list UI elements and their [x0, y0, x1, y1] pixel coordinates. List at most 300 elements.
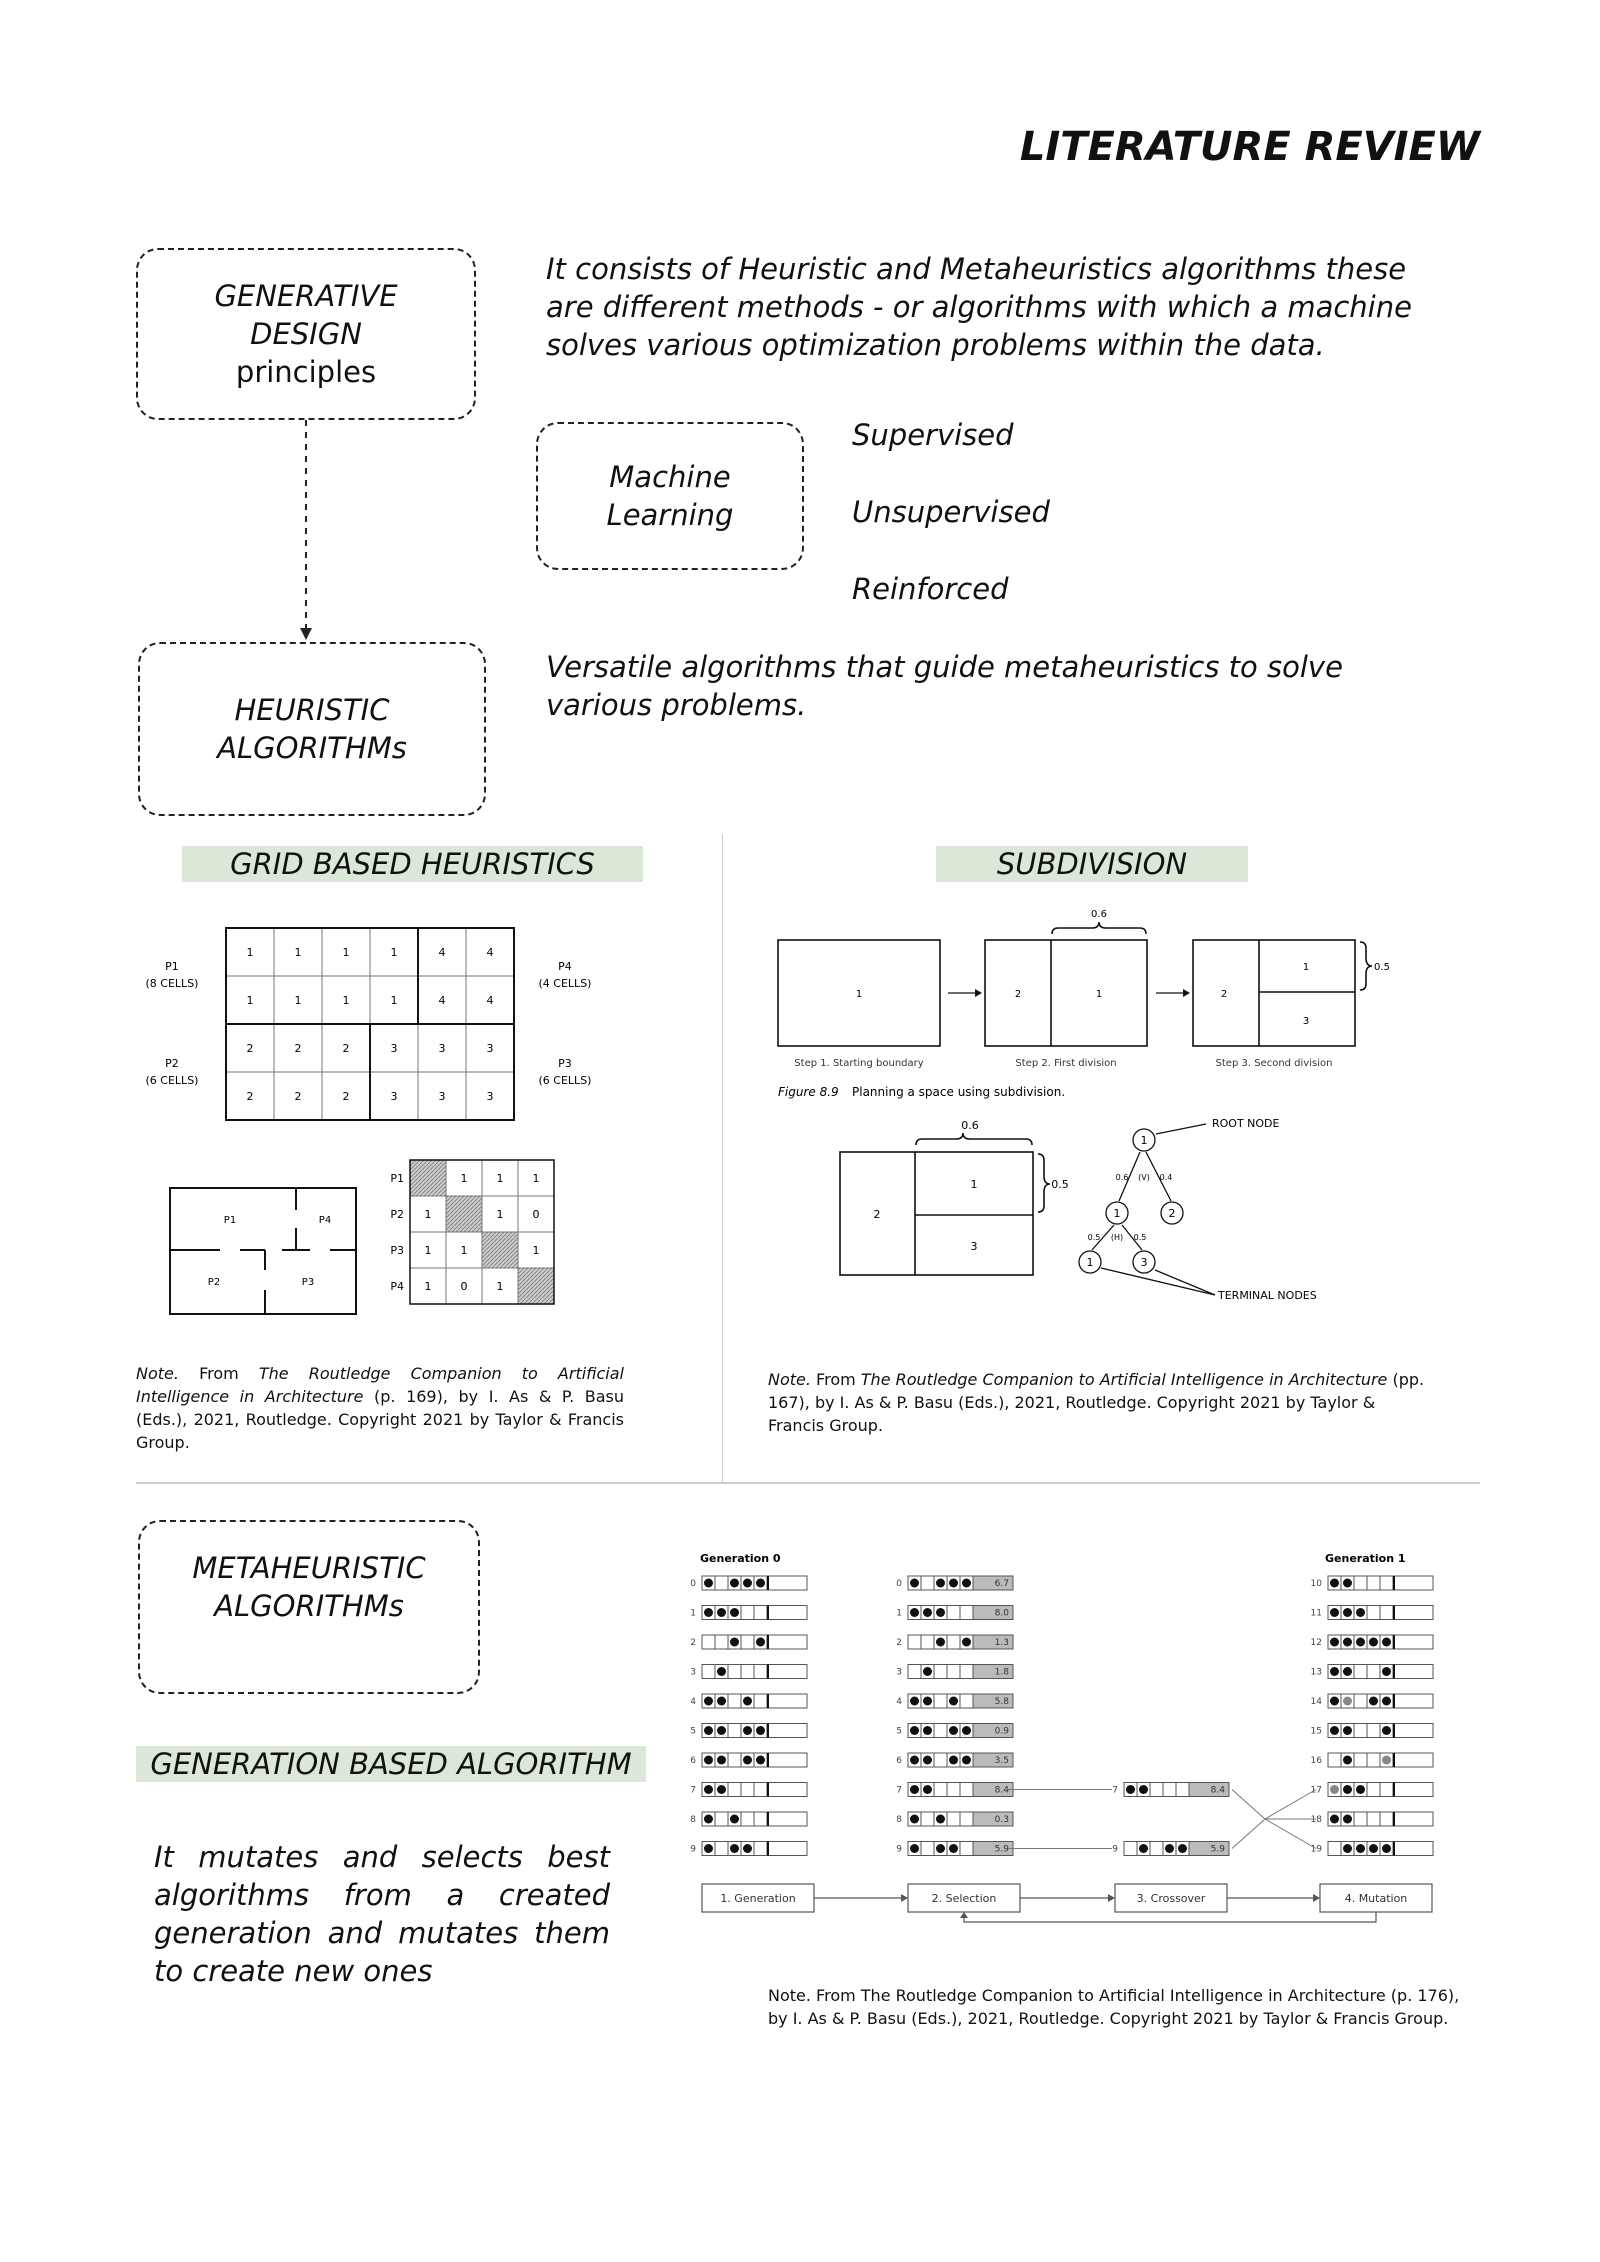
gene-dot	[923, 1785, 932, 1794]
gene-dot	[704, 1756, 713, 1765]
gene-dot	[962, 1638, 971, 1647]
subdivision-note	[768, 1368, 1428, 1437]
step2-caption: Step 2. First division	[1015, 1058, 1117, 1069]
gene-cell	[960, 1812, 973, 1826]
gene-dot	[910, 1608, 919, 1617]
step1-cell: 1	[855, 989, 863, 1000]
gene-dot	[910, 1579, 919, 1588]
gene-dot	[1382, 1726, 1391, 1735]
gene-cell	[741, 1783, 754, 1797]
gene-dot	[923, 1726, 932, 1735]
gene-cell	[1367, 1576, 1380, 1590]
gene-dot	[936, 1579, 945, 1588]
grid-heuristics-figure	[130, 910, 650, 1330]
gene-dot	[1369, 1638, 1378, 1647]
gene-dot	[1382, 1638, 1391, 1647]
chromosome-row	[690, 1635, 807, 1649]
metaheuristic-algorithms-box	[138, 1520, 480, 1694]
gene-cell	[728, 1783, 741, 1797]
gene-dot	[704, 1785, 713, 1794]
tree-node-leaf3: 3	[1140, 1256, 1148, 1269]
chromosome-row	[1311, 1665, 1433, 1679]
metaheuristic-line2: ALGORITHMs	[214, 1589, 404, 1623]
individual-id: 6	[896, 1756, 902, 1766]
tree-node-leaf1: 1	[1086, 1256, 1094, 1269]
chromosome-row	[690, 1812, 807, 1826]
fitness-score: 5.9	[994, 1844, 1009, 1855]
cell-grid	[226, 928, 514, 1120]
fitness-cell	[1393, 1842, 1433, 1856]
individual-id: 0	[690, 1579, 696, 1589]
gene-dot	[936, 1844, 945, 1853]
gene-dot	[923, 1608, 932, 1617]
fitness-cell	[767, 1606, 807, 1620]
gene-dot	[1165, 1844, 1174, 1853]
process-flow	[702, 1884, 1432, 1922]
gene-dot	[936, 1608, 945, 1617]
individual-id: 2	[896, 1638, 902, 1648]
gene-dot	[704, 1579, 713, 1588]
grid-cell-value: 4	[438, 994, 446, 1007]
individual-id: 1	[690, 1608, 696, 1619]
matrix-row-label: P4	[390, 1280, 404, 1293]
gene-dot	[743, 1726, 752, 1735]
matrix-diagonal-cell	[446, 1196, 482, 1232]
gene-dot	[1356, 1785, 1365, 1794]
edge-label-4: 0.5	[1087, 1233, 1101, 1242]
gene-cell	[754, 1783, 767, 1797]
chromosome-row	[690, 1753, 807, 1767]
grid-cell-value: 4	[486, 994, 494, 1007]
chromosome-row	[896, 1724, 1013, 1738]
individual-id: 7	[690, 1785, 696, 1796]
gene-cell	[947, 1812, 960, 1826]
grid-cell-value: 3	[486, 1042, 494, 1055]
fitness-cell	[767, 1665, 807, 1679]
gene-cell	[1354, 1665, 1367, 1679]
chromosome-row	[1311, 1576, 1433, 1590]
gene-dot	[730, 1579, 739, 1588]
individual-id: 4	[690, 1697, 696, 1707]
matrix-value: 1	[496, 1280, 504, 1293]
label-p4: P4	[558, 960, 572, 973]
ml-type-unsupervised: Unsupervised	[852, 495, 1050, 529]
generative-line1: GENERATIVE	[214, 279, 398, 313]
chromosome-row	[896, 1576, 1013, 1590]
grid-cell-value: 1	[390, 946, 398, 959]
fitness-cell	[1393, 1812, 1433, 1826]
plan2-cell-left: 2	[873, 1208, 881, 1221]
gene-cell	[947, 1606, 960, 1620]
gene-dot	[730, 1844, 739, 1853]
gene-dot	[1343, 1756, 1352, 1765]
gene-cell	[1367, 1606, 1380, 1620]
gene-dot	[743, 1756, 752, 1765]
heuristic-line1: HEURISTIC	[234, 693, 390, 727]
gene-cell	[1354, 1753, 1367, 1767]
gene-cell	[960, 1783, 973, 1797]
gene-cell	[960, 1606, 973, 1620]
individual-id: 10	[1310, 1579, 1322, 1589]
chromosome-row	[1311, 1812, 1433, 1826]
gene-dot	[1330, 1608, 1339, 1617]
chromosome-row	[896, 1753, 1013, 1767]
heuristic-algorithms-box	[138, 642, 486, 816]
machine-learning-box	[536, 422, 804, 570]
plan-room-p4: P4	[318, 1215, 332, 1226]
gene-cell	[1354, 1812, 1367, 1826]
chromosome-row	[690, 1576, 807, 1590]
fitness-cell	[767, 1753, 807, 1767]
gene-cell	[1367, 1783, 1380, 1797]
fitness-cell	[1393, 1753, 1433, 1767]
subdivision-dimension-side: 0.5	[1374, 962, 1390, 973]
gene-dot	[717, 1697, 726, 1706]
step1-caption: Step 1. Starting boundary	[794, 1058, 924, 1069]
individual-id: 5	[690, 1726, 696, 1737]
gene-dot	[949, 1844, 958, 1853]
grid-cell-value: 2	[246, 1090, 254, 1103]
gene-dot	[717, 1667, 726, 1676]
individual-id: 2	[690, 1638, 696, 1648]
step2-cell-left: 2	[1014, 989, 1022, 1000]
tree-node-right: 2	[1168, 1207, 1176, 1220]
gene-dot	[1369, 1844, 1378, 1853]
gene-cell	[715, 1635, 728, 1649]
gene-dot	[743, 1844, 752, 1853]
grid-cell-value: 2	[342, 1090, 350, 1103]
figure-label: Figure 8.9	[778, 1085, 839, 1099]
chromosome-row	[1112, 1783, 1229, 1797]
grid-left-labels	[146, 960, 199, 1087]
ml-line1: Machine	[609, 460, 731, 494]
plan2-dimension-top: 0.6	[961, 1119, 979, 1132]
generative-design-box	[136, 248, 476, 420]
gene-dot	[1330, 1579, 1339, 1588]
individual-id: 7	[1112, 1785, 1118, 1796]
fitness-score: 0.3	[994, 1815, 1009, 1825]
gene-cell	[947, 1783, 960, 1797]
grid-cell-value: 4	[438, 946, 446, 959]
gene-cell	[1380, 1606, 1393, 1620]
chromosome-row	[1311, 1783, 1433, 1797]
gene-dot	[704, 1697, 713, 1706]
chromosome-row	[690, 1724, 807, 1738]
edge-label-2: (V)	[1138, 1173, 1150, 1182]
generative-line3: principles	[235, 355, 377, 389]
individual-id: 3	[896, 1667, 902, 1678]
label-p4-cells: (4 CELLS)	[538, 977, 592, 990]
chromosome-row	[896, 1635, 1013, 1649]
matrix-value: 1	[460, 1244, 468, 1257]
gene-cell	[741, 1635, 754, 1649]
matrix-value: 1	[532, 1244, 540, 1257]
grid-cell-value: 4	[486, 946, 494, 959]
gene-cell	[921, 1635, 934, 1649]
individual-id: 17	[1310, 1785, 1322, 1796]
fitness-cell	[1393, 1635, 1433, 1649]
fitness-cell	[767, 1842, 807, 1856]
grid-cell-value: 1	[342, 994, 350, 1007]
step3-cell-bottom: 3	[1302, 1016, 1310, 1027]
grid-cell-value: 3	[390, 1090, 398, 1103]
gene-dot	[1343, 1579, 1352, 1588]
gene-cell	[728, 1724, 741, 1738]
gene-cell	[934, 1724, 947, 1738]
tree-node-root: 1	[1140, 1134, 1148, 1147]
matrix-value: 1	[532, 1172, 540, 1185]
gene-dot	[1343, 1638, 1352, 1647]
fitness-score: 5.8	[994, 1697, 1009, 1707]
gene-dot	[910, 1815, 919, 1824]
gene-dot	[936, 1815, 945, 1824]
gene-dot	[1343, 1726, 1352, 1735]
gene-cell	[741, 1812, 754, 1826]
edge-label-5: (H)	[1110, 1233, 1124, 1242]
gene-dot	[1343, 1815, 1352, 1824]
fitness-score: 6.7	[994, 1579, 1009, 1589]
individual-id: 9	[896, 1844, 902, 1855]
gene-cell	[1354, 1576, 1367, 1590]
gene-cell	[934, 1694, 947, 1708]
fitness-cell	[767, 1783, 807, 1797]
gene-cell	[960, 1842, 973, 1856]
plan-room-p3: P3	[301, 1277, 315, 1288]
gene-dot	[1369, 1697, 1378, 1706]
chromosome-row	[1112, 1842, 1229, 1856]
metaheuristic-line1: METAHEURISTIC	[192, 1551, 426, 1585]
gene-dot	[1382, 1697, 1391, 1706]
gene-dot	[1356, 1608, 1365, 1617]
gene-cell	[921, 1576, 934, 1590]
gene-cell	[754, 1812, 767, 1826]
gene-dot	[962, 1756, 971, 1765]
gene-dot	[717, 1756, 726, 1765]
gene-dot	[1356, 1638, 1365, 1647]
gene-cell	[947, 1665, 960, 1679]
gene-dot	[1343, 1785, 1352, 1794]
gene-cell	[1367, 1665, 1380, 1679]
grid-cell-value: 1	[294, 994, 302, 1007]
fitness-cell	[1393, 1694, 1433, 1708]
grid-cell-value: 2	[342, 1042, 350, 1055]
gene-dot	[1343, 1608, 1352, 1617]
gene-dot	[936, 1638, 945, 1647]
label-p3-cells: (6 CELLS)	[538, 1074, 592, 1087]
chromosome-row	[690, 1606, 807, 1620]
gene-dot	[1343, 1667, 1352, 1676]
crossover-arrows	[1008, 1790, 1316, 1849]
gene-cell	[1367, 1812, 1380, 1826]
individual-id: 12	[1310, 1638, 1322, 1648]
gene-cell	[1176, 1783, 1189, 1797]
gene-dot	[717, 1608, 726, 1617]
gene-dot	[743, 1579, 752, 1588]
gene-dot	[923, 1667, 932, 1676]
generative-line2: DESIGN	[250, 317, 362, 351]
mutated-gene-dot	[1382, 1756, 1391, 1765]
gene-dot	[910, 1726, 919, 1735]
plan2-cell-top: 1	[970, 1178, 978, 1191]
mutated-gene-dot	[1330, 1785, 1339, 1794]
chromosome-row	[1311, 1606, 1433, 1620]
fitness-score: 3.5	[994, 1756, 1009, 1766]
chromosome-row	[1311, 1694, 1433, 1708]
grid-cell-value: 1	[390, 994, 398, 1007]
chromosome-row	[1311, 1842, 1433, 1856]
grid-cell-value: 2	[294, 1090, 302, 1103]
fitness-score: 5.9	[1210, 1844, 1225, 1855]
gene-cell	[934, 1753, 947, 1767]
individual-id: 9	[1112, 1844, 1118, 1855]
grid-cell-value: 1	[294, 946, 302, 959]
fitness-cell	[1393, 1724, 1433, 1738]
page-title: LITERATURE REVIEW	[1019, 124, 1480, 170]
gene-dot	[756, 1579, 765, 1588]
gene-dot	[949, 1726, 958, 1735]
gene-cell	[728, 1753, 741, 1767]
gene-dot	[949, 1579, 958, 1588]
gene-dot	[910, 1756, 919, 1765]
grid-note-prefix: Note.	[136, 1364, 179, 1383]
fitness-score: 1.3	[994, 1638, 1009, 1648]
gene-dot	[1330, 1697, 1339, 1706]
vertical-divider	[722, 834, 723, 1482]
step3-caption: Step 3. Second division	[1215, 1058, 1333, 1069]
gene-cell	[1367, 1753, 1380, 1767]
gene-dot	[1126, 1785, 1135, 1794]
gene-dot	[910, 1844, 919, 1853]
edge-label-3: 0.4	[1159, 1173, 1173, 1182]
gene-cell	[741, 1665, 754, 1679]
heuristic-description: Versatile algorithms that guide metaheuristics to solve various problems.	[546, 650, 1343, 722]
grid-cell-value: 1	[246, 946, 254, 959]
individual-id: 16	[1310, 1756, 1322, 1766]
generation-algorithm-title: GENERATION BASED ALGORITHM	[136, 1746, 646, 1782]
fitness-cell	[767, 1694, 807, 1708]
ml-type-reinforced: Reinforced	[852, 572, 1009, 606]
generation-note: Note. From The Routledge Companion to Artificial Intelligence in Architecture (p. 176), by I. As & P. Basu (Eds.), 2021, Routledge. Copyright 2021 by Taylor & Francis Group.	[768, 1986, 1460, 2028]
gene-dot	[1330, 1815, 1339, 1824]
fitness-cell	[1393, 1576, 1433, 1590]
subdivision-note-book: The Routledge Companion to Artificial Intelligence in Architecture	[860, 1370, 1388, 1389]
matrix-value: 0	[460, 1280, 468, 1293]
matrix-value: 1	[460, 1172, 468, 1185]
plan-room-p1: P1	[223, 1215, 237, 1226]
grid-cell-value: 1	[246, 994, 254, 1007]
grid-cell-value: 3	[390, 1042, 398, 1055]
subdivision-note-rest: (pp. 167), by I. As & P. Basu (Eds.), 2021, Routledge. Copyright 2021 by Taylor & Francis Group.	[768, 1370, 1425, 1435]
fitness-cell	[1393, 1783, 1433, 1797]
chromosome-row	[1311, 1753, 1433, 1767]
fitness-score: 1.8	[994, 1667, 1009, 1678]
individual-id: 6	[690, 1756, 696, 1766]
chromosome-row	[690, 1694, 807, 1708]
gene-dot	[704, 1608, 713, 1617]
matrix-value: 1	[424, 1208, 432, 1221]
gene-cell	[715, 1842, 728, 1856]
edge-label-6: 0.5	[1133, 1233, 1147, 1242]
generation1-label: Generation 1	[1325, 1552, 1406, 1565]
gene-cell	[1150, 1842, 1163, 1856]
matrix-value: 1	[496, 1172, 504, 1185]
gene-dot	[910, 1785, 919, 1794]
gene-dot	[962, 1726, 971, 1735]
individual-id: 13	[1310, 1667, 1322, 1678]
connector-arrow	[296, 420, 316, 645]
fitness-cell	[767, 1812, 807, 1826]
gene-cell	[1354, 1694, 1367, 1708]
matrix-value: 1	[424, 1280, 432, 1293]
subdivision-note-prefix: Note.	[768, 1370, 811, 1389]
process-step-label: 4. Mutation	[1344, 1892, 1408, 1905]
gene-cell	[1163, 1783, 1176, 1797]
matrix-diagonal-cell	[518, 1268, 554, 1304]
gene-cell	[921, 1812, 934, 1826]
gene-cell	[715, 1812, 728, 1826]
gene-cell	[908, 1635, 921, 1649]
gene-cell	[921, 1842, 934, 1856]
ml-type-supervised: Supervised	[852, 418, 1014, 452]
process-step-label: 1. Generation	[720, 1892, 796, 1905]
subdivision-title: SUBDIVISION	[936, 846, 1248, 882]
plan2-dimension-side: 0.5	[1051, 1178, 1069, 1191]
individual-id: 8	[690, 1815, 696, 1825]
chromosome-row	[896, 1783, 1013, 1797]
subdivision-figure	[770, 900, 1410, 1320]
gene-cell	[934, 1665, 947, 1679]
gene-dot	[1382, 1667, 1391, 1676]
gene-cell	[741, 1606, 754, 1620]
step3-cell-top: 1	[1302, 962, 1310, 973]
generation0-label: Generation 0	[700, 1552, 781, 1565]
fitness-cell	[767, 1576, 807, 1590]
gene-cell	[960, 1694, 973, 1708]
process-step-label: 2. Selection	[931, 1892, 997, 1905]
chromosome-row	[1311, 1635, 1433, 1649]
gene-dot	[1356, 1844, 1365, 1853]
individual-id: 5	[896, 1726, 902, 1737]
gene-cell	[1354, 1724, 1367, 1738]
matrix-row-label: P2	[390, 1208, 404, 1221]
gene-dot	[704, 1815, 713, 1824]
grid-cell-value: 3	[438, 1090, 446, 1103]
gene-dot	[1330, 1726, 1339, 1735]
individual-id: 15	[1310, 1726, 1322, 1737]
gene-dot	[717, 1726, 726, 1735]
grid-note	[136, 1362, 624, 1454]
gene-dot	[730, 1608, 739, 1617]
generative-description: It consists of Heuristic and Metaheuristics algorithms these are different methods - or algorithms with which a machine solves various optimization problems within the data.	[546, 252, 1412, 362]
matrix-value: 1	[496, 1208, 504, 1221]
matrix-row-label: P1	[390, 1172, 404, 1185]
matrix-diagonal-cell	[482, 1232, 518, 1268]
gene-dot	[717, 1785, 726, 1794]
gene-cell	[1367, 1724, 1380, 1738]
grid-note-book: The Routledge Companion to Artificial Intelligence in Architecture	[136, 1364, 624, 1406]
chromosome-row	[896, 1842, 1013, 1856]
individual-id: 14	[1310, 1697, 1322, 1707]
gene-dot	[756, 1638, 765, 1647]
gene-dot	[1330, 1667, 1339, 1676]
chromosome-row	[690, 1665, 807, 1679]
gene-dot	[704, 1726, 713, 1735]
gene-dot	[756, 1756, 765, 1765]
subdivision-note-from: From	[810, 1370, 861, 1389]
gene-cell	[715, 1576, 728, 1590]
matrix-row-label: P3	[390, 1244, 404, 1257]
gene-cell	[1380, 1812, 1393, 1826]
